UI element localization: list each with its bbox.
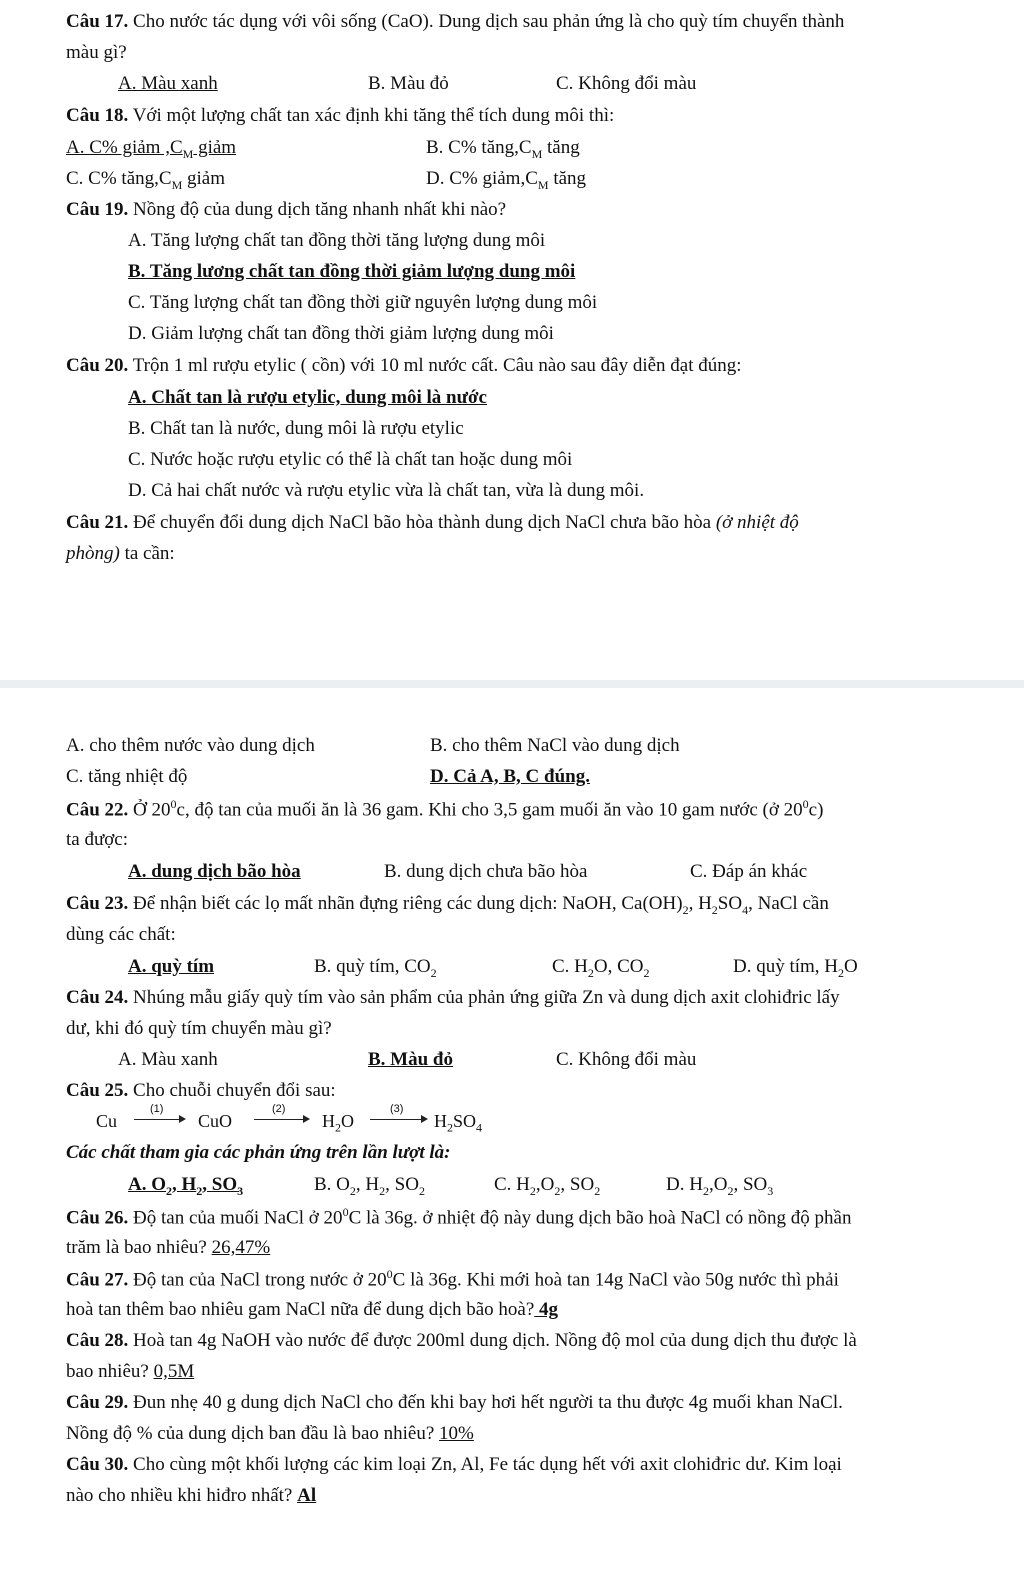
q29-text-line1: Câu 29. Đun nhẹ 40 g dung dịch NaCl cho đến khi bay hơi hết người ta thu được 4g muối khan NaCl. xyxy=(66,1392,843,1413)
q21-option-c: C. tăng nhiệt độ xyxy=(66,766,188,787)
arrow-2 xyxy=(252,1105,312,1135)
q20-text: Trộn 1 ml rượu etylic ( cồn) với 10 ml nước cất. Câu nào sau đây diễn đạt đúng: xyxy=(128,355,742,376)
q23-text-line1: Câu 23. Để nhận biết các lọ mất nhãn đựng riêng các dung dịch: NaOH, $Ca(OH)_2$, $H_2SO_4$, NaCl cần xyxy=(66,893,829,917)
q23-option-a: A. quỳ tím xyxy=(128,956,215,977)
q17-number: Câu 17. xyxy=(66,11,129,32)
q22-text-line2: ta được: xyxy=(66,829,129,850)
q25-option-c: C. $H_2,O_2$, $SO_2$ xyxy=(494,1174,601,1198)
q21-number: Câu 21. xyxy=(66,512,129,533)
q28-answer: 0,5M xyxy=(153,1361,195,1382)
q22-option-c: C. Đáp án khác xyxy=(690,861,808,882)
arrow-1 xyxy=(132,1105,188,1135)
q27-number: Câu 27. xyxy=(66,1269,129,1291)
q19-option-b: B. Tăng lương chất tan đồng thời giảm lượng dung môi xyxy=(128,261,576,282)
q27-text-line1: Câu 27. Độ tan của NaCl trong nước ở $20^0C$ là 36g. Khi mới hoà tan 14g NaCl vào 50g nước thì phải xyxy=(66,1267,839,1291)
chain-cu: Cu xyxy=(96,1111,118,1131)
q26-text-line1: Câu 26. Độ tan của muối NaCl ở $20^0C$ là 36g. ở nhiệt độ này dung dịch bão hoà NaCl có nồng độ phần xyxy=(66,1205,852,1229)
q17-text-line2: màu gì? xyxy=(66,42,127,63)
q18-text-line xyxy=(66,104,614,128)
q24-option-b: B. Màu đỏ xyxy=(368,1049,453,1070)
q25-option-a: A. $O_2$, $H_2$, $SO_3$ xyxy=(128,1174,244,1198)
q26-answer: 26,47% xyxy=(211,1237,271,1258)
q23-option-d: D. quỳ tím, $H_2O$ xyxy=(733,956,858,980)
q23-number: Câu 23. xyxy=(66,893,129,914)
q29-number: Câu 29. xyxy=(66,1392,129,1413)
q28-text-line1: Câu 28. Hoà tan 4g NaOH vào nước để được 200ml dung dịch. Nồng độ mol của dung dịch thu được là xyxy=(66,1330,857,1351)
q19-option-c: C. Tăng lượng chất tan đồng thời giữ nguyên lượng dung môi xyxy=(128,292,598,313)
q24-text-line2: dư, khi đó quỳ tím chuyển màu gì? xyxy=(66,1018,332,1039)
q17-option-a: A. Màu xanh xyxy=(118,73,218,94)
q29-text-line2: Nồng độ % của dung dịch ban đầu là bao nhiêu? 10% xyxy=(66,1423,474,1444)
q27-text-line2: hoà tan thêm bao nhiêu gam NaCl nữa để dung dịch bão hoà? 4g xyxy=(66,1299,559,1320)
chain-cuo: CuO xyxy=(198,1111,233,1131)
q18-option-c: C. C% $tăng,C_M$ giảm xyxy=(66,168,225,192)
q30-text-line1: Câu 30. Cho cùng một khối lượng các kim loại Zn, Al, Fe tác dụng hết với axit clohiđric dư. Kim loại xyxy=(66,1454,842,1475)
q24-option-c: C. Không đổi màu xyxy=(556,1049,697,1070)
arrow-3-label: (3) xyxy=(390,1103,404,1115)
q19-option-d: D. Giảm lượng chất tan đồng thời giảm lượng dung môi xyxy=(128,323,554,344)
arrow-3 xyxy=(368,1105,430,1135)
q23-text-line2: dùng các chất: xyxy=(66,924,176,945)
q17-text: Cho nước tác dụng với vôi sống (CaO). Dung dịch sau phản ứng là cho quỳ tím chuyển thành xyxy=(128,11,845,32)
q19-option-a: A. Tăng lượng chất tan đồng thời tăng lượng dung môi xyxy=(128,230,546,251)
q17-option-c: C. Không đổi màu xyxy=(556,73,697,94)
q19-number: Câu 19. xyxy=(66,199,129,220)
q20-option-a: A. Chất tan là rượu etylic, dung môi là nước xyxy=(128,387,487,408)
q24-option-a: A. Màu xanh xyxy=(118,1049,218,1070)
q22-number: Câu 22. xyxy=(66,799,129,821)
arrow-1-label: (1) xyxy=(150,1103,164,1115)
q25-number: Câu 25. xyxy=(66,1080,129,1101)
q18-text: Với một lượng chất tan xác định khi tăng thể tích dung môi thì: xyxy=(128,105,615,126)
q25-question: Các chất tham gia các phản ứng trên lần lượt là: xyxy=(66,1142,451,1163)
chain-h2o: $H_2O$ xyxy=(322,1111,354,1135)
q20-option-d: D. Cả hai chất nước và rượu etylic vừa là chất tan, vừa là dung môi. xyxy=(128,480,645,501)
q17-text-line1 xyxy=(66,10,844,34)
q20-number: Câu 20. xyxy=(66,355,129,376)
q21-text-line1 xyxy=(66,511,799,535)
q22-text-line1: Câu 22. Ở $20^0c$, độ tan của muối ăn là 36 gam. Khi cho 3,5 gam muối ăn vào 10 gam nước (ở $20^0c$) xyxy=(66,797,824,821)
q21-option-b: B. cho thêm NaCl vào dung dịch xyxy=(430,735,680,756)
q22-option-b: B. dung dịch chưa bão hòa xyxy=(384,861,588,882)
q25-option-d: D. $H_2,O_2$, $SO_3$ xyxy=(666,1174,774,1198)
q26-number: Câu 26. xyxy=(66,1207,129,1229)
chain-h2so4: $H_2SO_4$ xyxy=(434,1111,483,1135)
q20-option-c: C. Nước hoặc rượu etylic có thể là chất tan hoặc dung môi xyxy=(128,449,573,470)
q28-text-line2: bao nhiêu? 0,5M xyxy=(66,1361,195,1382)
q23-option-b: B. quỳ tím, $CO_2$ xyxy=(314,956,437,980)
q18-option-b: B. C% $tăng,C_M$ tăng xyxy=(426,137,580,161)
q20-text-line xyxy=(66,354,742,378)
q24-number: Câu 24. xyxy=(66,987,129,1008)
q19-text-line xyxy=(66,198,506,222)
q22-option-a: A. dung dịch bão hòa xyxy=(128,861,301,882)
page-divider xyxy=(0,680,1024,688)
q24-text-line1: Câu 24. Nhúng mẫu giấy quỳ tím vào sản phẩm của phản ứng giữa Zn và dung dịch axit clohiđric lấy xyxy=(66,987,840,1008)
q21-text-line2: phòng) ta cần: xyxy=(66,543,175,564)
q29-answer: 10% xyxy=(439,1423,474,1444)
q27-answer: 4g xyxy=(534,1299,559,1320)
q23-option-c: C. $H_2O$, $CO_2$ xyxy=(552,956,650,980)
arrow-2-label: (2) xyxy=(272,1103,286,1115)
q30-number: Câu 30. xyxy=(66,1454,129,1475)
q19-text: Nồng độ của dung dịch tăng nhanh nhất khi nào? xyxy=(128,199,507,220)
q25-text-line: Câu 25. Cho chuỗi chuyển đổi sau: xyxy=(66,1080,336,1101)
q30-answer: Al xyxy=(297,1485,317,1506)
q25-option-b: B. $O_2$, $H_2$, $SO_2$ xyxy=(314,1174,425,1198)
q18-option-a: A. C% giảm $,C_M$ giảm xyxy=(66,137,237,161)
q26-text-line2: trăm là bao nhiêu? 26,47% xyxy=(66,1237,271,1258)
q18-number: Câu 18. xyxy=(66,105,129,126)
q21-option-d: D. Cả A, B, C đúng. xyxy=(430,766,590,787)
q20-option-b: B. Chất tan là nước, dung môi là rượu etylic xyxy=(128,418,464,439)
q21-text-italic: (ở nhiệt độ xyxy=(715,512,799,533)
q17-option-b: B. Màu đỏ xyxy=(368,73,449,94)
q30-text-line2: nào cho nhiều khi hiđro nhất? Al xyxy=(66,1485,317,1506)
q21-option-a: A. cho thêm nước vào dung dịch xyxy=(66,735,315,756)
q21-text: Để chuyển đổi dung dịch NaCl bão hòa thành dung dịch NaCl chưa bão hòa xyxy=(128,512,716,533)
q28-number: Câu 28. xyxy=(66,1330,129,1351)
q18-option-d: D. C% $giảm,C_M$ tăng xyxy=(426,168,587,192)
